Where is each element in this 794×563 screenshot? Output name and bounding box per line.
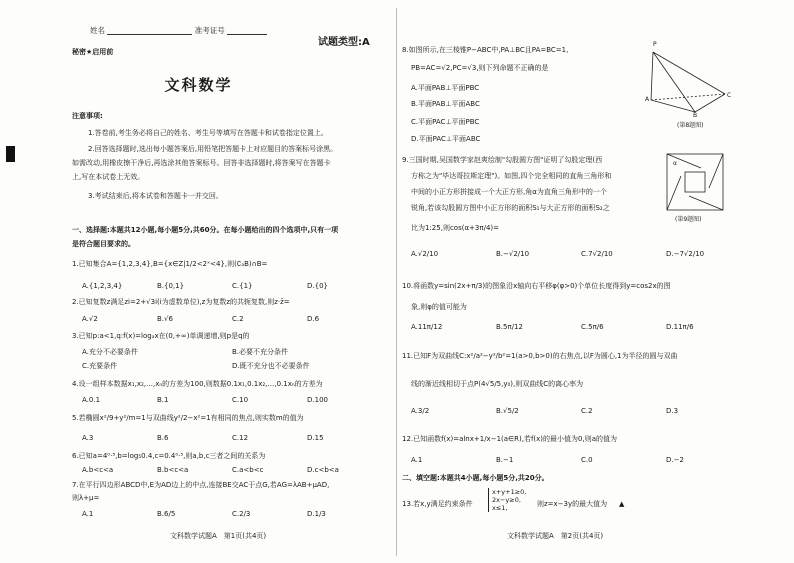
exam-title: 文科数学: [164, 76, 233, 94]
exam-id-label: 准考证号: [194, 26, 225, 35]
q9-line-c: 中间的小正方形拼接成一个大正方形,角α为直角三角形中的一个: [411, 188, 607, 196]
q8-option-b: B.平面PAB⊥平面ABC: [411, 100, 480, 108]
q9-option-a: A.√2/10: [411, 250, 439, 258]
note-1: 1.答卷前,考生务必将自己的姓名、考生号等填写在答题卡和试卷指定位置上。: [88, 129, 328, 137]
q9-line-e: 比为1:25,则cos(α+3π/4)=: [411, 224, 500, 232]
q8-option-c: C.平面PAC⊥平面PBC: [411, 118, 480, 126]
q8-label-p: P: [653, 41, 657, 48]
q8-label-b: B: [693, 112, 698, 119]
q10-line-a: 10.将函数y=sin(2x+π/3)的图象沿x轴向右平移φ(φ>0)个单位长度得到y=cos2x的图: [402, 282, 671, 290]
q12-option-a: A.1: [411, 456, 423, 464]
q6-option-b: B.b<c<a: [157, 466, 189, 474]
page-1-footer: 文科数学试题A 第1页(共4页): [170, 532, 267, 540]
q8-stem-a: 8.如图所示,在三棱锥P−ABC中,PA⊥BC且PA=BC=1,: [402, 46, 569, 54]
q1-option-c: C.{1}: [232, 282, 253, 290]
page-2: [397, 0, 794, 563]
q2-option-b: B.√6: [157, 315, 173, 323]
q13-suffix: 则z=x−3y的最大值为: [537, 500, 608, 508]
q9-options: [411, 250, 751, 259]
q3-stem: 3.已知p:a<1,q:f(x)=logₐx在(0,+∞)单调递增,则p是q的: [72, 332, 250, 340]
q7-stem-b: 则λ+μ=: [72, 494, 100, 502]
page-2-footer: 文科数学试题A 第2页(共4页): [507, 532, 604, 540]
candidate-info-line: [90, 26, 267, 35]
q7-stem-a: 7.在平行四边形ABCD中,E为AD边上的中点,连接BE交AC于点G,若AG=λAB+μAD,: [72, 481, 330, 489]
name-blank: [107, 27, 192, 35]
q9-line-b: 方称之为"毕达哥拉斯定理")。如图,四个完全相同的直角三角形和: [411, 172, 612, 180]
q5-option-d: D.15: [307, 434, 324, 442]
name-label: 姓名: [90, 26, 105, 35]
q13-constraint-1: x+y+1≥0,: [492, 488, 527, 496]
q13-answer-blank: ▲: [619, 500, 625, 508]
notes-heading: 注意事项:: [72, 112, 103, 120]
q10-option-d: D.11π/6: [666, 323, 694, 331]
q5-options: [82, 434, 382, 443]
q9-option-d: D.−7√2/10: [666, 250, 705, 258]
q11-options: [411, 407, 751, 416]
q11-line-b: 线的渐近线相切于点P(4√5/5,y₀),则双曲线C的离心率为: [411, 380, 584, 388]
exam-id-blank: [227, 27, 267, 35]
q5-stem: 5.若椭圆x²/9+y²/m=1与双曲线y²/2−x²=1有相同的焦点,则实数m的值为: [72, 414, 304, 422]
q8-label-c: C: [727, 92, 732, 99]
q8-stem-b: PB=AC=√2,PC=√3,则下列命题不正确的是: [411, 64, 549, 72]
q1-options: [82, 282, 382, 291]
q6-stem: 6.已知a=4⁰·⁵,b=log₅0.4,c=0.4⁰·⁵,则a,b,c三者之间的关系为: [72, 452, 266, 460]
q12-option-d: D.−2: [666, 456, 684, 464]
q4-option-d: D.100: [307, 396, 328, 404]
q1-option-b: B.{0,1}: [157, 282, 185, 290]
q10-line-b: 象,则φ的值可能为: [411, 303, 467, 311]
q13-constraint-2: 2x−y≥0,: [492, 496, 521, 505]
q9-alpha-label: α: [673, 160, 677, 167]
q3-option-c: C.充要条件: [82, 362, 118, 370]
q6-option-c: C.a<b<c: [232, 466, 264, 474]
q6-option-a: A.b<c<a: [82, 466, 114, 474]
q13-prefix: 13.若x,y满足约束条件: [402, 500, 473, 508]
q10-option-c: C.5π/6: [581, 323, 604, 331]
q9-option-b: B.−√2/10: [496, 250, 530, 258]
q3-options-row2: [82, 362, 382, 371]
section2-heading: 二、填空题:本题共4小题,每小题5分,共20分。: [402, 474, 549, 482]
q7-option-c: C.2/3: [232, 510, 251, 518]
q7-option-a: A.1: [82, 510, 94, 518]
q1-option-a: A.{1,2,3,4}: [82, 282, 123, 290]
q1-option-d: D.{0}: [307, 282, 328, 290]
note-3: 3.考试结束后,将本试卷和答题卡一并交回。: [88, 192, 223, 200]
q2-stem: 2.已知复数z满足zi=2+√3i(i为虚数单位),z为复数z的共轭复数,则z·z̄=: [72, 298, 290, 306]
q10-options: [411, 323, 751, 332]
q2-option-d: D.6: [307, 315, 320, 323]
q3-option-b: B.必要不充分条件: [232, 348, 289, 356]
q12-option-c: C.0: [581, 456, 593, 464]
q9-line-d: 锐角,若该勾股圆方图中小正方形的面积S₁与大正方形的面积S₂之: [411, 204, 610, 212]
note-2c: 上,写在本试卷上无效。: [72, 173, 145, 181]
q11-option-a: A.3/2: [411, 407, 430, 415]
q9-option-c: C.7√2/10: [581, 250, 613, 258]
q8-caption: (第8题图): [677, 122, 704, 129]
q5-option-c: C.12: [232, 434, 249, 442]
q12-option-b: B.−1: [496, 456, 514, 464]
q8-option-d: D.平面PAC⊥平面ABC: [411, 135, 481, 143]
q7-option-d: D.1/3: [307, 510, 326, 518]
q13-constraints: [488, 488, 526, 512]
note-2a: 2.回答选择题时,选出每小题答案后,用铅笔把答题卡上对应题目的答案标号涂黑。: [88, 145, 338, 153]
q7-option-b: B.6/5: [157, 510, 176, 518]
q4-option-b: B.1: [157, 396, 169, 404]
q3-options-row1: [82, 348, 382, 357]
q8-pyramid-figure: [645, 42, 737, 120]
note-2b: 如需改动,用橡皮擦干净后,再选涂其他答案标号。回答非选择题时,将答案写在答题卡: [72, 159, 331, 167]
section1-heading-b: 是符合题目要求的。: [72, 240, 135, 248]
secret-label: 秘密★启用前: [72, 48, 114, 56]
section1-heading-a: 一、选择题:本题共12小题,每小题5分,共60分。在每小题给出的四个选项中,只有一项: [72, 226, 339, 234]
q8-option-a: A.平面PAB⊥平面PBC: [411, 84, 480, 92]
q9-caption: (第9题图): [675, 216, 702, 223]
q4-options: [82, 396, 382, 405]
q12-options: [411, 456, 751, 465]
q13-constraint-3: x≤1,: [492, 504, 508, 513]
q2-option-c: C.2: [232, 315, 244, 323]
q4-option-c: C.10: [232, 396, 249, 404]
q11-line-a: 11.已知F为双曲线C:x²/a²−y²/b²=1(a>0,b>0)的右焦点,以F为圆心,1为半径的圆与双曲: [402, 352, 678, 360]
q12-stem: 12.已知函数f(x)=alnx+1/x−1(a∈R),若f(x)的最小值为0,则a的值为: [402, 435, 617, 443]
q2-option-a: A.√2: [82, 315, 98, 323]
q10-option-b: B.5π/12: [496, 323, 523, 331]
q10-option-a: A.11π/12: [411, 323, 443, 331]
q5-option-b: B.6: [157, 434, 169, 442]
q2-options: [82, 315, 382, 324]
q11-option-b: B.√5/2: [496, 407, 519, 415]
q3-option-a: A.充分不必要条件: [82, 348, 138, 356]
q8-label-a: A: [645, 96, 650, 103]
q6-option-d: D.c<b<a: [307, 466, 339, 474]
q11-option-c: C.2: [581, 407, 593, 415]
q4-stem: 4.设一组样本数据x₁,x₂,…,xₙ的方差为100,则数据0.1x₁,0.1x₂,…,0.1xₙ的方差为: [72, 380, 323, 388]
q11-option-d: D.3: [666, 407, 679, 415]
question-type-label: 试题类型:A: [318, 37, 370, 48]
q6-options: [82, 466, 382, 475]
q7-options: [82, 510, 382, 519]
q4-option-a: A.0.1: [82, 396, 101, 404]
q5-option-a: A.3: [82, 434, 94, 442]
q3-option-d: D.既不充分也不必要条件: [232, 362, 310, 370]
q1-stem: 1.已知集合A={1,2,3,4},B={x∈Z|1/2<2ˣ<4},则(∁ₐB)∩B=: [72, 260, 268, 268]
q9-line-a: 9.三国时期,吴国数学家赵爽绘制"勾股圆方图"证明了勾股定理(西: [402, 156, 603, 164]
